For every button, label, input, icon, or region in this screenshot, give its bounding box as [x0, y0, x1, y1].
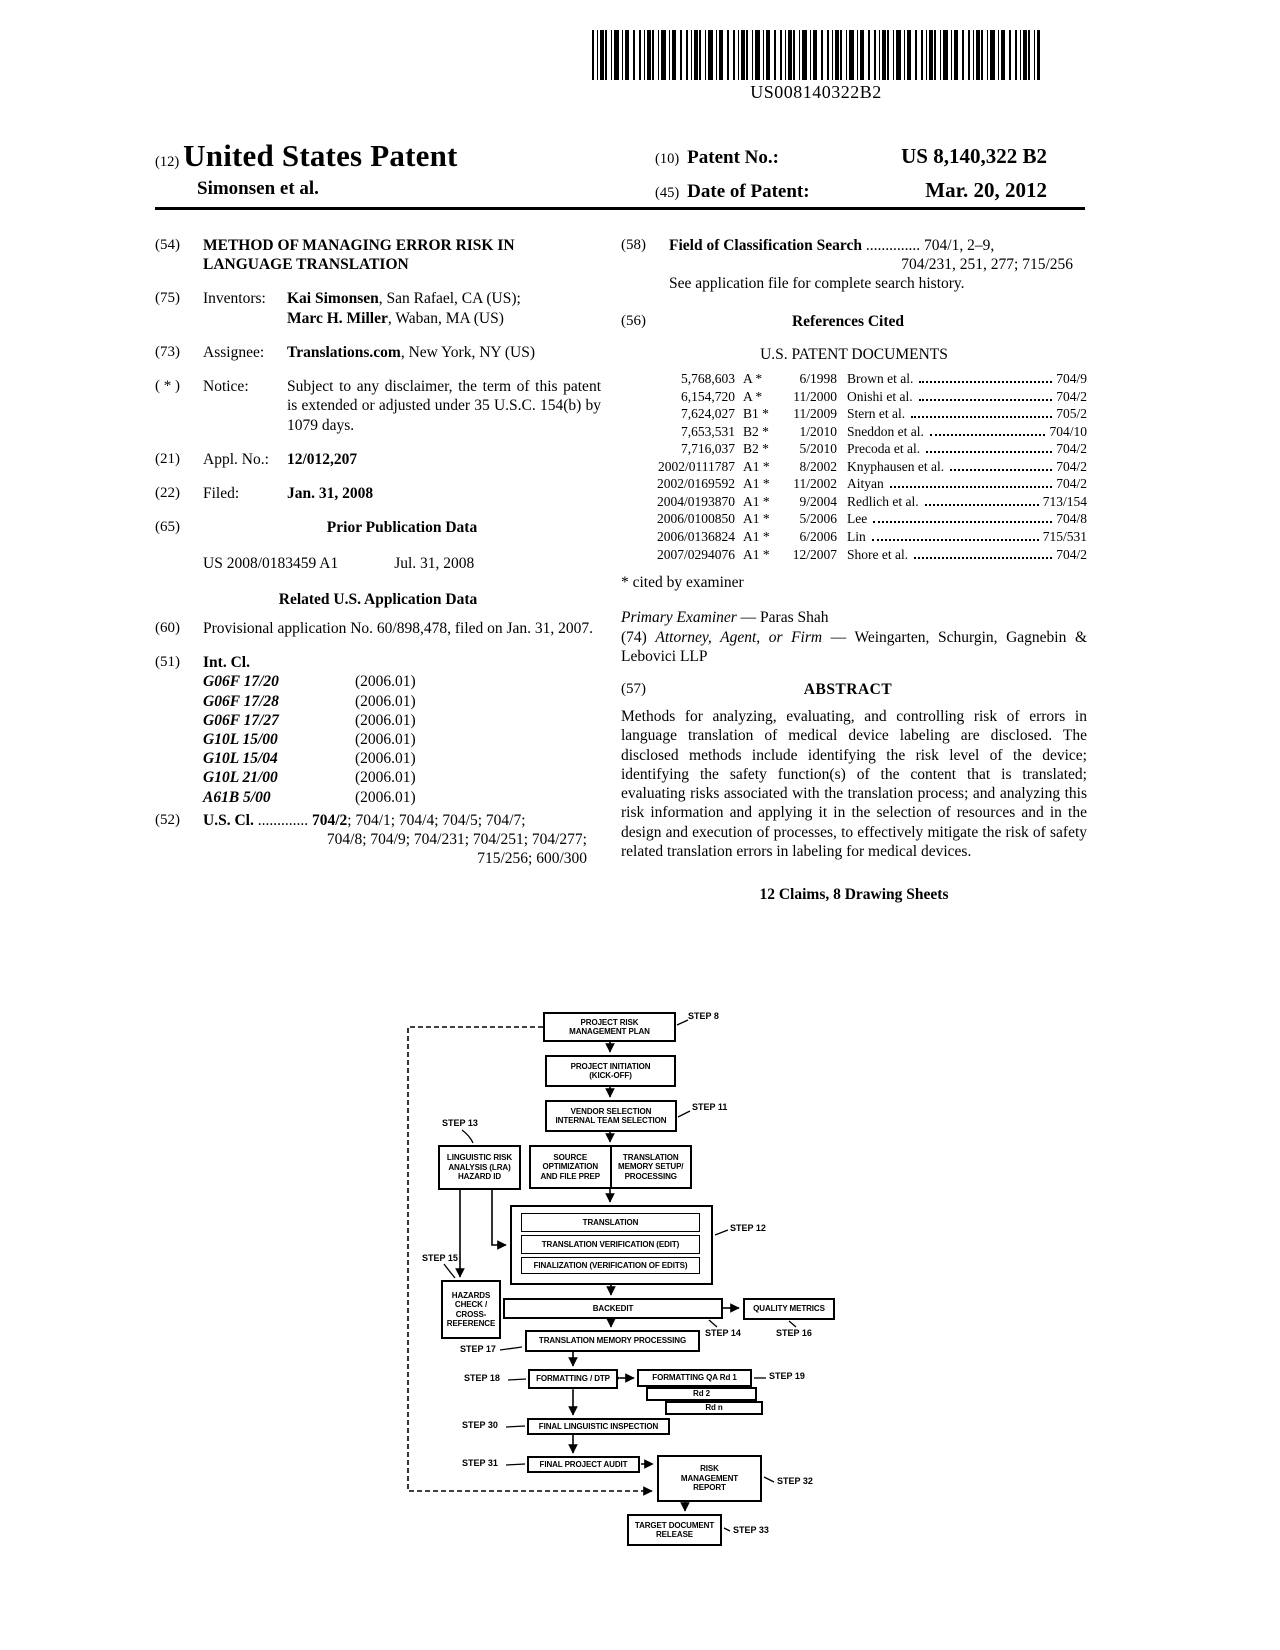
references-section [621, 312, 1087, 339]
flowchart-box-linguistic-risk-analysis: LINGUISTIC RISK ANALYSIS (LRA) HAZARD ID [438, 1145, 521, 1190]
flowchart-box-backedit: BACKEDIT [503, 1298, 723, 1319]
flowchart-box-translation-group [510, 1205, 713, 1285]
title-section [155, 236, 601, 274]
related-data-text: Provisional application No. 60/898,478, filed on Jan. 31, 2007. [203, 619, 594, 637]
attorney-label: Attorney, Agent, or Firm [655, 628, 823, 646]
us-cl-line2: 704/8; 704/9; 704/231; 704/251; 704/277; [326, 831, 587, 849]
ref-date: 6/1998 [799, 371, 837, 387]
patent-date-value: Mar. 20, 2012 [925, 178, 1047, 202]
table-row [635, 370, 1087, 388]
dotted-leader [925, 504, 1039, 506]
flowchart-box-finalization: FINALIZATION (VERIFICATION OF EDITS) [521, 1257, 700, 1274]
field-search-line2: 704/231, 251, 277; 715/256 [901, 256, 1073, 274]
table-row [635, 475, 1087, 493]
inid-22: (22) [155, 484, 180, 501]
flowchart-box-formatting-dtp: FORMATTING / DTP [528, 1369, 618, 1389]
primary-examiner-value: — Paras Shah [736, 609, 829, 627]
inventor-1-name: Kai Simonsen [287, 290, 379, 308]
barcode-number: US008140322B2 [750, 82, 882, 102]
inid-12: (12) [155, 154, 180, 170]
inid-52: (52) [155, 811, 180, 828]
header-divider [155, 207, 1085, 210]
ref-date: 11/2002 [793, 476, 837, 492]
ref-kind: A1 * [743, 511, 770, 527]
ref-number: 2007/0294076 [656, 546, 735, 562]
ref-name: Sneddon et al. [847, 423, 924, 439]
ref-kind: A1 * [743, 529, 770, 545]
ref-name: Shore et al. [847, 546, 909, 562]
ref-kind: B2 * [743, 441, 769, 457]
flowchart-box-qa-rd2: Rd 2 [646, 1387, 757, 1401]
dotted-leader [872, 539, 1039, 541]
inid-51: (51) [155, 654, 180, 671]
patent-number-value: US 8,140,322 B2 [901, 144, 1047, 168]
inventors-section [155, 289, 601, 327]
dotted-leader [919, 399, 1053, 401]
flowchart-step-18-label: STEP 18 [464, 1373, 500, 1383]
flowchart-step-32-label: STEP 32 [777, 1476, 813, 1486]
references-table [635, 370, 1087, 563]
inid-73: (73) [155, 343, 180, 360]
appl-value: 12/012,207 [287, 450, 358, 468]
assignee-section [155, 343, 601, 362]
dotted-leader [873, 521, 1052, 523]
appl-label: Appl. No.: [203, 450, 269, 468]
cited-by-examiner: * cited by examiner [621, 574, 744, 592]
field-search-line3: See application file for complete search history. [669, 275, 965, 293]
filed-section [155, 484, 601, 503]
dotted-leader [926, 451, 1052, 453]
table-row [635, 388, 1087, 406]
related-data-section [155, 619, 601, 638]
flowchart-box-final-linguistic-inspection: FINAL LINGUISTIC INSPECTION [527, 1418, 670, 1435]
ref-name: Brown et al. [847, 371, 914, 387]
inventor-2-name: Marc H. Miller [287, 309, 388, 327]
document-kind-title: United States Patent [183, 138, 458, 173]
notice-text: Subject to any disclaimer, the term of this patent is extended or adjusted under 35 U.S.C. 154(b) by 1079 days. [287, 378, 601, 434]
ref-number: 5,768,603 [681, 371, 735, 387]
ref-date: 5/2006 [799, 511, 837, 527]
flowchart-step-31-label: STEP 31 [462, 1458, 498, 1468]
ref-name: Redlich et al. [847, 493, 919, 509]
int-cl-code: G06F 17/20 [203, 673, 279, 691]
flowchart-box-risk-management-report: RISK MANAGEMENT REPORT [657, 1455, 762, 1502]
ref-number: 2002/0169592 [656, 476, 735, 492]
flowchart-box-source-and-tm-setup [529, 1145, 692, 1189]
us-cl-line1: ; 704/1; 704/4; 704/5; 704/7; [347, 811, 526, 829]
flowchart-step-14-label: STEP 14 [705, 1328, 741, 1338]
flowchart-box-translation-verification: TRANSLATION VERIFICATION (EDIT) [521, 1235, 700, 1254]
ref-class: 704/9 [1056, 371, 1087, 387]
prior-publication-heading: Prior Publication Data [326, 519, 478, 537]
ref-date: 11/2009 [793, 406, 837, 422]
int-cl-ver: (2006.01) [355, 788, 416, 806]
int-cl-label: Int. Cl. [203, 654, 250, 672]
int-cl-code: G10L 21/00 [203, 769, 278, 787]
flowchart-step-19-label: STEP 19 [769, 1371, 805, 1381]
attorney-value: — Weingarten, Schurgin, Gagnebin & Lebovici LLP [621, 628, 1087, 665]
field-search-dots: .............. [862, 237, 925, 254]
flowchart-box-project-risk-plan: PROJECT RISK MANAGEMENT PLAN [543, 1012, 676, 1042]
ref-date: 12/2007 [792, 546, 837, 562]
assignee-name: Translations.com [287, 343, 401, 361]
related-data-heading: Related U.S. Application Data [278, 590, 478, 608]
ref-date: 9/2004 [799, 493, 837, 509]
flowchart-box-quality-metrics: QUALITY METRICS [743, 1298, 835, 1320]
inid-58: (58) [621, 237, 646, 253]
inid-10: (10) [655, 151, 680, 167]
abstract-text: Methods for analyzing, evaluating, and controlling risk of errors in language translation of medical device labeling are disclosed. The disclosed methods include identifying the risk level of the device; identifying the safety function(s) of the content that is translated; evaluating risks associated with the translation process; and analyzing this risk information and applying it in the selection of resources and in the design and execution of processes, to effectively mitigate the risk of safety related translation errors in labeling for medical devices. [621, 708, 1087, 860]
ref-number: 2006/0136824 [656, 529, 735, 545]
table-row [635, 405, 1087, 423]
header-left [155, 138, 458, 200]
dotted-leader [911, 416, 1052, 418]
ref-name: Stern et al. [847, 406, 906, 422]
inventor-short-name: Simonsen et al. [197, 178, 319, 199]
notice-label: Notice: [203, 378, 249, 396]
ref-class: 704/8 [1056, 511, 1087, 527]
us-cl-label: U.S. Cl. [203, 811, 254, 829]
flowchart-step-12-label: STEP 12 [730, 1223, 766, 1233]
ref-number: 2002/0111787 [658, 458, 735, 474]
inventors-value [287, 289, 601, 327]
int-cl-row [203, 730, 601, 749]
abstract-heading-row [621, 680, 1087, 699]
int-cl-row [203, 672, 601, 691]
inid-60: (60) [155, 619, 180, 636]
ref-class: 705/2 [1056, 406, 1087, 422]
ref-class: 715/531 [1042, 529, 1087, 545]
flowchart-box-tm-setup: TRANSLATION MEMORY SETUP/ PROCESSING [610, 1147, 691, 1187]
primary-examiner-label: Primary Examiner [621, 609, 737, 627]
patent-date-row [655, 178, 1047, 203]
flowchart-box-final-project-audit: FINAL PROJECT AUDIT [527, 1456, 640, 1473]
ref-number: 2004/0193870 [656, 493, 735, 509]
ref-kind: B1 * [743, 406, 769, 422]
field-search-section [621, 236, 1087, 294]
flowchart-step-17-label: STEP 17 [460, 1344, 496, 1354]
inventors-label: Inventors: [203, 290, 266, 308]
claims-drawings-line: 12 Claims, 8 Drawing Sheets [759, 885, 949, 903]
inventor-1-rest: , San Rafael, CA (US); [378, 290, 521, 308]
bibliographic-columns [155, 236, 1087, 904]
dotted-leader [890, 486, 1052, 488]
ref-kind: A1 * [743, 493, 770, 509]
us-cl-line3: 715/256; 600/300 [477, 850, 587, 868]
inid-21: (21) [155, 450, 180, 467]
us-cl-section [155, 811, 601, 869]
ref-name: Aityan [847, 476, 884, 492]
int-cl-code: G06F 17/27 [203, 711, 279, 729]
int-cl-code: G10L 15/00 [203, 730, 278, 748]
inid-75: (75) [155, 290, 180, 307]
patent-number-label: Patent No.: [687, 147, 779, 168]
left-column [155, 236, 601, 904]
table-row [635, 546, 1087, 564]
flowchart-step-8-label: STEP 8 [688, 1011, 719, 1021]
flowchart-box-translation: TRANSLATION [521, 1213, 700, 1232]
patent-date-label: Date of Patent: [687, 181, 810, 202]
ref-kind: A1 * [743, 458, 770, 474]
dotted-leader [919, 381, 1052, 383]
flowchart-step-11-label: STEP 11 [692, 1102, 728, 1112]
prior-publication-date: Jul. 31, 2008 [394, 555, 475, 573]
invention-title: METHOD OF MANAGING ERROR RISK IN LANGUAGE TRANSLATION [203, 237, 515, 274]
dotted-leader [950, 469, 1052, 471]
ref-class: 704/2 [1056, 458, 1087, 474]
us-cl-first: 704/2 [311, 811, 348, 829]
ref-date: 11/2000 [793, 388, 837, 404]
ref-kind: A * [743, 388, 763, 404]
int-cl-ver: (2006.01) [355, 692, 416, 710]
ref-number: 6,154,720 [681, 388, 735, 404]
ref-date: 5/2010 [799, 441, 837, 457]
dotted-leader [930, 434, 1046, 436]
int-cl-ver: (2006.01) [355, 730, 416, 748]
int-cl-row [203, 788, 601, 807]
ref-name: Lin [847, 529, 866, 545]
ref-kind: A1 * [743, 476, 770, 492]
table-row [635, 423, 1087, 441]
ref-class: 713/154 [1042, 493, 1087, 509]
int-cl-section [155, 653, 601, 807]
ref-class: 704/2 [1056, 441, 1087, 457]
int-cl-ver: (2006.01) [355, 711, 416, 729]
field-search-line1: 704/1, 2–9, [924, 237, 995, 254]
table-row [635, 458, 1087, 476]
ref-number: 7,653,531 [681, 423, 735, 439]
us-patent-documents-heading: U.S. PATENT DOCUMENTS [760, 345, 948, 363]
int-cl-row [203, 711, 601, 730]
assignee-rest: , New York, NY (US) [400, 343, 536, 361]
notice-section [155, 377, 601, 435]
table-row [635, 493, 1087, 511]
flowchart-step-33-label: STEP 33 [733, 1525, 769, 1535]
prior-publication-number: US 2008/0183459 A1 [203, 555, 339, 573]
references-heading: References Cited [791, 312, 905, 330]
inid-74: (74) [621, 628, 647, 646]
filed-value: Jan. 31, 2008 [287, 484, 374, 502]
ref-class: 704/2 [1056, 546, 1087, 562]
ref-kind: B2 * [743, 423, 769, 439]
abstract-heading: ABSTRACT [803, 680, 893, 698]
inid-45: (45) [655, 185, 680, 201]
int-cl-code: A61B 5/00 [203, 788, 271, 806]
inid-65: (65) [155, 519, 180, 536]
inid-star: ( * ) [155, 378, 180, 395]
ref-kind: A * [743, 371, 763, 387]
flowchart-box-project-initiation: PROJECT INITIATION (KICK-OFF) [545, 1055, 676, 1087]
ref-number: 2006/0100850 [656, 511, 735, 527]
examiner-block [621, 608, 1087, 666]
prior-publication-row [203, 554, 601, 573]
flowchart-box-qa-rdn: Rd n [665, 1401, 763, 1415]
inid-54: (54) [155, 237, 180, 253]
table-row [635, 440, 1087, 458]
flowchart-step-30-label: STEP 30 [462, 1420, 498, 1430]
inventor-2-rest: , Waban, MA (US) [387, 309, 504, 327]
ref-date: 6/2006 [799, 529, 837, 545]
ref-kind: A1 * [743, 546, 770, 562]
dotted-leader [914, 557, 1052, 559]
ref-date: 1/2010 [799, 423, 837, 439]
assignee-label: Assignee: [203, 343, 265, 361]
flowchart-box-hazards-check: HAZARDS CHECK / CROSS- REFERENCE [441, 1280, 501, 1339]
ref-number: 7,716,037 [681, 441, 735, 457]
flowchart-box-tm-processing: TRANSLATION MEMORY PROCESSING [525, 1330, 700, 1352]
int-cl-ver: (2006.01) [355, 673, 416, 691]
flowchart-box-source-optimization: SOURCE OPTIMIZATION AND FILE PREP [540, 1152, 601, 1181]
ref-class: 704/2 [1056, 476, 1087, 492]
flowchart-step-15-label: STEP 15 [422, 1253, 458, 1263]
flowchart-box-formatting-qa-rd1: FORMATTING QA Rd 1 [637, 1369, 752, 1387]
table-row [635, 528, 1087, 546]
int-cl-row [203, 768, 601, 787]
ref-name: Lee [847, 511, 868, 527]
int-cl-code: G06F 17/28 [203, 692, 279, 710]
application-number-section [155, 450, 601, 469]
filed-label: Filed: [203, 484, 240, 502]
flowchart-step-13-label: STEP 13 [442, 1118, 478, 1128]
ref-number: 7,624,027 [681, 406, 735, 422]
barcode [592, 30, 1040, 80]
int-cl-ver: (2006.01) [355, 769, 416, 787]
process-flowchart [400, 958, 845, 1583]
right-column [621, 236, 1087, 904]
ref-name: Onishi et al. [847, 388, 913, 404]
inid-56: (56) [621, 312, 646, 329]
flowchart-step-16-label: STEP 16 [776, 1328, 812, 1338]
int-cl-row [203, 692, 601, 711]
ref-name: Knyphausen et al. [847, 458, 945, 474]
int-cl-code: G10L 15/04 [203, 750, 278, 768]
int-cl-row [203, 749, 601, 768]
ref-class: 704/10 [1049, 423, 1087, 439]
prior-publication-section [155, 518, 601, 545]
flowchart-box-vendor-selection: VENDOR SELECTION INTERNAL TEAM SELECTION [545, 1100, 677, 1132]
ref-name: Precoda et al. [847, 441, 921, 457]
field-search-label: Field of Classification Search [669, 237, 863, 254]
table-row [635, 510, 1087, 528]
flowchart-box-target-document-release: TARGET DOCUMENT RELEASE [627, 1514, 722, 1546]
int-cl-ver: (2006.01) [355, 750, 416, 768]
header-right [655, 144, 1047, 212]
us-cl-dots: ............. [253, 811, 312, 829]
inid-57: (57) [621, 680, 646, 697]
patent-number-row [655, 144, 1047, 169]
ref-date: 8/2002 [799, 458, 837, 474]
ref-class: 704/2 [1056, 388, 1087, 404]
